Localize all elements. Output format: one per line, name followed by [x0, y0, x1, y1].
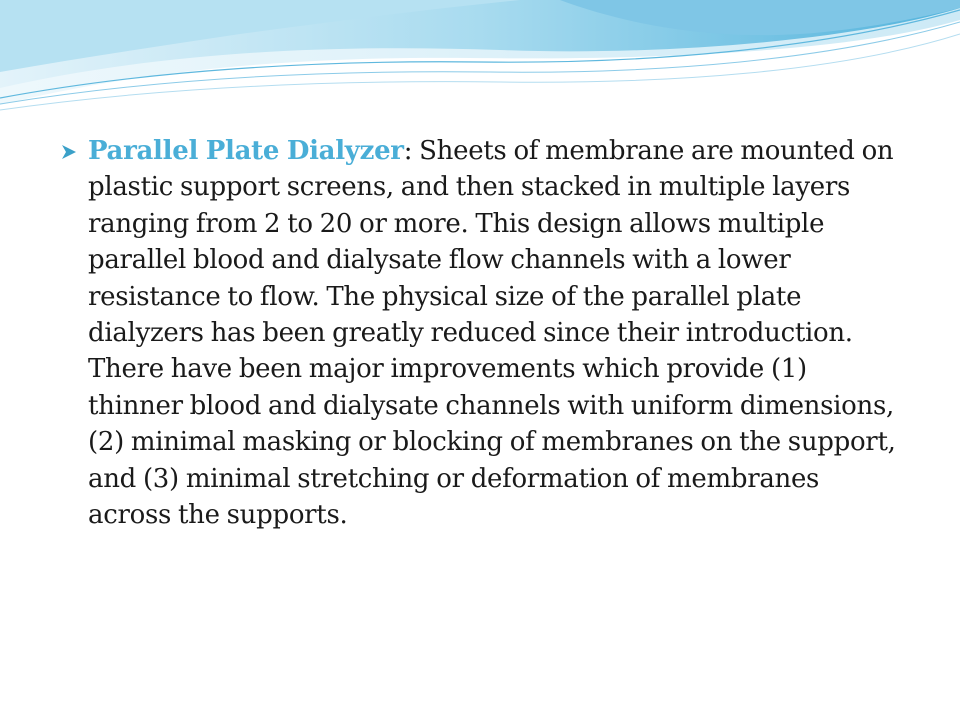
bullet-term: Parallel Plate Dialyzer: [88, 136, 404, 166]
arrow-bullet-icon: [60, 143, 78, 161]
slide-content: [60, 133, 900, 533]
bullet-text: Sheets of membrane are mounted on plastic support screens, and then stacked in multiple layers ranging from 2 to 20 or more. This design allows multiple parallel blood and dialysate flow channels with a lower resistance to flow. The physical size of the parallel plate dialyzers has been greatly reduced since their introduction. There have been major improvements which provide (1) thinner blood and dialysate channels with uniform dimensions, (2) minimal masking or blocking of membranes on the support, and (3) minimal stretching or deformation of membranes across the supports.: [88, 136, 896, 531]
bullet-paragraph: [88, 133, 900, 533]
bullet-item: [60, 133, 900, 533]
bullet-separator: :: [403, 136, 413, 166]
header-wave-decoration: [0, 0, 960, 130]
